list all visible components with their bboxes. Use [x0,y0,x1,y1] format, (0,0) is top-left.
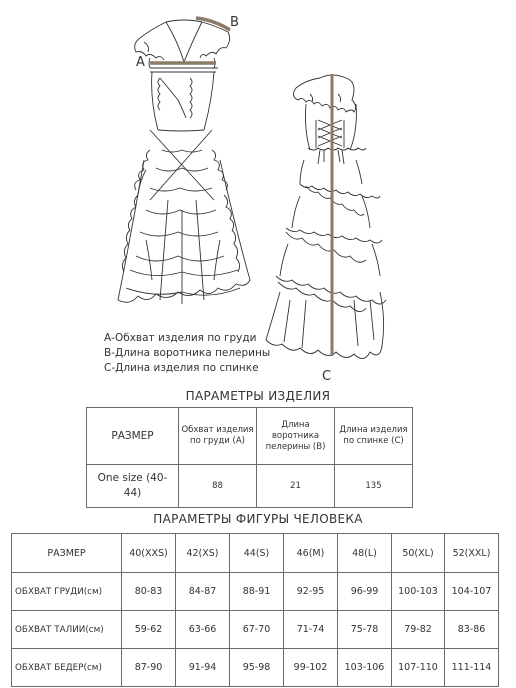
back-length-value: 135 [335,465,413,508]
size-header: РАЗМЕР [87,408,179,465]
table-cell: 95-98 [230,649,284,687]
row-label: ОБХВАТ ТАЛИИ(см) [12,611,122,649]
size-header-cell: 42(XS) [176,534,230,573]
size-header-cell: 44(S) [230,534,284,573]
size-header-cell: 50(XL) [392,534,445,573]
table-cell: 103-106 [338,649,392,687]
size-header-cell: 40(XXS) [122,534,176,573]
table-cell: 107-110 [392,649,445,687]
row-label: ОБХВАТ ГРУДИ(см) [12,573,122,611]
table-cell: 63-66 [176,611,230,649]
dimension-label-b: B [230,15,239,30]
table-row [12,611,499,649]
table-cell: 75-78 [338,611,392,649]
collar-header: Длина воротника пелерины (В) [257,408,335,465]
size-header-cell: 48(L) [338,534,392,573]
table-cell: 79-82 [392,611,445,649]
table-cell: 99-102 [284,649,338,687]
table-cell: 84-87 [176,573,230,611]
table-row [12,649,499,687]
table-cell: 111-114 [445,649,499,687]
product-params-table [86,407,413,508]
row-label: ОБХВАТ БЕДЕР(см) [12,649,122,687]
chest-header: Обхват изделия по груди (А) [179,408,257,465]
size-header: РАЗМЕР [12,534,122,573]
dimension-label-c: C [322,369,332,384]
back-length-header: Длина изделия по спинке (С) [335,408,413,465]
table-cell: 83-86 [445,611,499,649]
collar-value: 21 [257,465,335,508]
table-cell: 91-94 [176,649,230,687]
body-params-title: ПАРАМЕТРЫ ФИГУРЫ ЧЕЛОВЕКА [153,512,363,526]
body-params-table [11,533,499,687]
chest-value: 88 [179,465,257,508]
table-cell: 80-83 [122,573,176,611]
back-dress-sketch [266,74,386,359]
table-cell: 87-90 [122,649,176,687]
table-cell: 71-74 [284,611,338,649]
legend-b: В-Длина воротника пелерины [104,347,271,359]
size-header-cell: 52(XXL) [445,534,499,573]
legend-c: С-Длина изделия по спинке [104,362,259,374]
product-params-title: ПАРАМЕТРЫ ИЗДЕЛИЯ [185,389,331,403]
table-row [87,465,413,508]
table-cell: 67-70 [230,611,284,649]
size-value: One size (40-44) [87,465,179,508]
table-row [87,408,413,465]
table-cell: 104-107 [445,573,499,611]
size-header-cell: 46(M) [284,534,338,573]
table-cell: 96-99 [338,573,392,611]
dimension-label-a: A [136,55,145,70]
table-cell: 88-91 [230,573,284,611]
table-row [12,573,499,611]
table-cell: 59-62 [122,611,176,649]
legend-a: А-Обхват изделия по груди [104,332,257,344]
table-row [12,534,499,573]
table-cell: 100-103 [392,573,445,611]
table-cell: 92-95 [284,573,338,611]
